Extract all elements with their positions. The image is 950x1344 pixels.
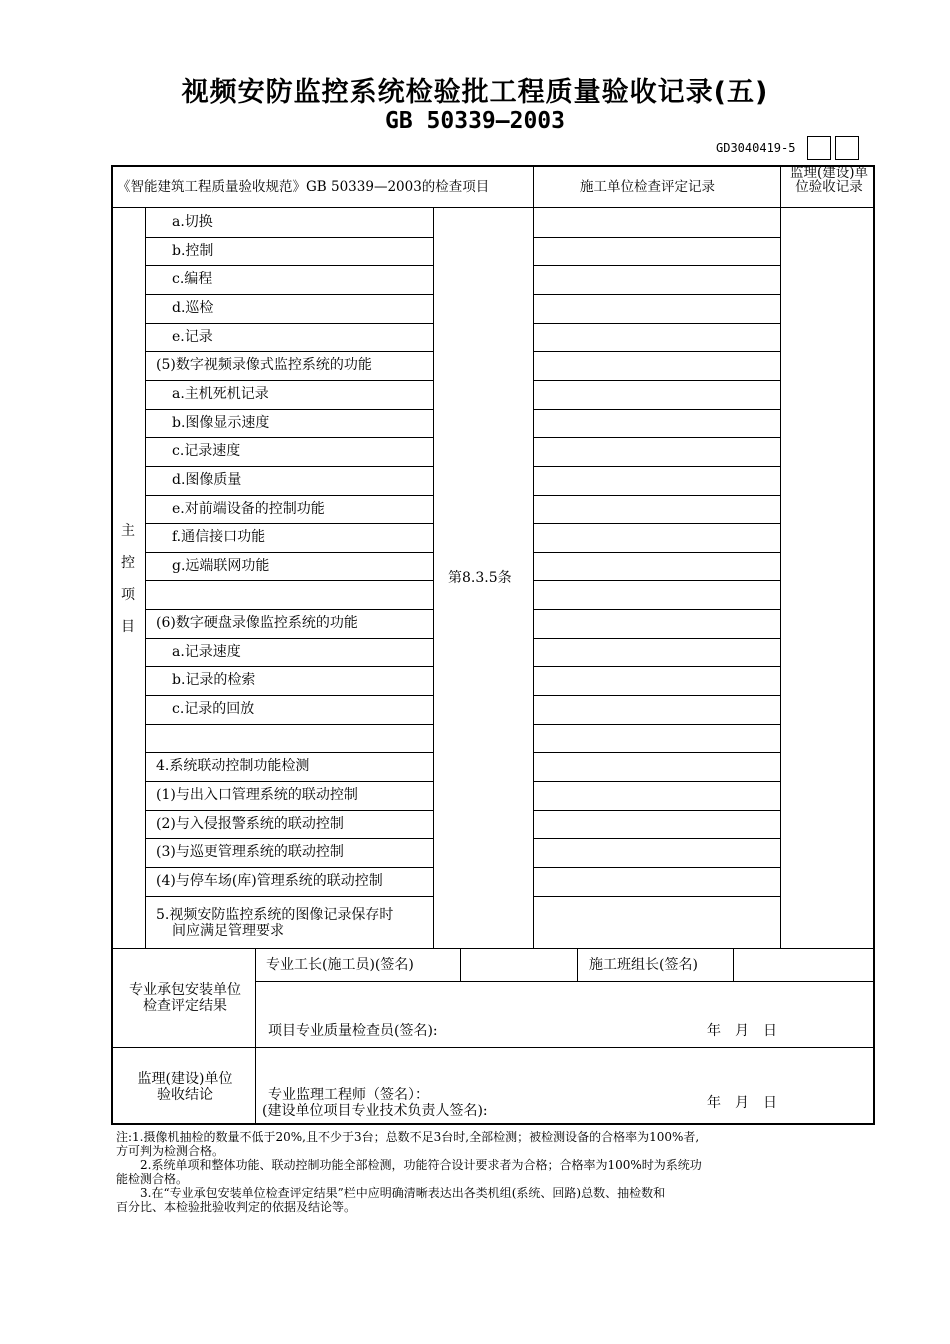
- quality-inspector-signature-label: 项目专业质量检查员(签名):: [268, 1023, 438, 1039]
- item-row-line: [145, 437, 433, 438]
- item-row-line: [145, 609, 433, 610]
- section-label-2: 控: [121, 555, 135, 571]
- contractor-section-bottom: [111, 1047, 875, 1048]
- record-cell[interactable]: [534, 352, 779, 379]
- item-row-line: [145, 351, 433, 352]
- supervisor-engineer-signature-label: 专业监理工程师（签名）：: [268, 1087, 429, 1103]
- form-code-box-1[interactable]: [807, 136, 831, 160]
- item-row-line: [145, 294, 433, 295]
- check-item: d.图像质量: [172, 472, 242, 488]
- item-row-line: [145, 896, 433, 897]
- item-row-line: [145, 580, 433, 581]
- record-row-line: [533, 896, 780, 897]
- team-leader-signature-field[interactable]: [735, 951, 873, 981]
- col-divider-supervisor: [780, 166, 781, 948]
- supervisor-date: 年 月 日: [707, 1095, 777, 1111]
- note-line-5: 3.在“专业承包安装单位检查评定结果”栏中应明确清晰表达出各类机组(系统、回路)总数、抽检数和: [116, 1186, 666, 1200]
- record-cell[interactable]: [534, 667, 779, 694]
- col-divider-clause: [433, 208, 434, 948]
- section-label-3: 项: [121, 587, 135, 603]
- record-cell[interactable]: [534, 753, 779, 780]
- record-cell[interactable]: [534, 266, 779, 293]
- item-row-line: [145, 666, 433, 667]
- record-cell[interactable]: [534, 524, 779, 551]
- record-cell[interactable]: [534, 295, 779, 322]
- record-cell[interactable]: [534, 782, 779, 809]
- record-cell[interactable]: [534, 238, 779, 265]
- supervisor-label-line1: 监理(建设)单位: [137, 1071, 233, 1087]
- item-row-line: [145, 495, 433, 496]
- item-row-line: [145, 237, 433, 238]
- item-row-line: [145, 523, 433, 524]
- standard-number: GB 50339—2003: [384, 108, 565, 134]
- item-row-line: [145, 265, 433, 266]
- check-item: (5)数字视频录像式监控系统的功能: [156, 357, 372, 373]
- item-row-line: [145, 838, 433, 839]
- record-cell[interactable]: [534, 581, 779, 608]
- check-item: c.记录速度: [172, 443, 241, 459]
- record-cell[interactable]: [534, 725, 779, 752]
- record-cell[interactable]: [534, 467, 779, 494]
- record-cell[interactable]: [534, 868, 779, 895]
- contractor-date: 年 月 日: [707, 1023, 777, 1039]
- label-col-divider: [255, 948, 256, 1125]
- check-item-last-line1: 5.视频安防监控系统的图像记录保存时: [156, 907, 394, 923]
- record-cell[interactable]: [534, 811, 779, 838]
- note-line-1: 注:1.摄像机抽检的数量不低于20%,且不少于3台；总数不足3台时,全部检测；被检测设备的合格率为100%者,: [116, 1130, 700, 1144]
- check-item: (2)与入侵报警系统的联动控制: [156, 816, 344, 832]
- check-item: d.巡检: [172, 300, 214, 316]
- item-row-line: [145, 695, 433, 696]
- check-item: c.编程: [172, 271, 213, 287]
- item-row-line: [145, 323, 433, 324]
- check-item: e.记录: [172, 329, 213, 345]
- foreman-signature-field[interactable]: [462, 951, 576, 981]
- item-row-line: [145, 724, 433, 725]
- item-row-line: [145, 466, 433, 467]
- page-title: 视频安防监控系统检验批工程质量验收记录(五): [181, 77, 769, 108]
- check-item: a.主机死机记录: [172, 386, 269, 402]
- item-row-line: [145, 781, 433, 782]
- record-cell[interactable]: [534, 496, 779, 523]
- form-code-box-2[interactable]: [835, 136, 859, 160]
- check-item: g.远端联网功能: [172, 558, 270, 574]
- item-row-line: [145, 752, 433, 753]
- check-item: a.记录速度: [172, 644, 241, 660]
- foreman-field-left: [460, 948, 461, 981]
- check-item: a.切换: [172, 214, 213, 230]
- check-item: (3)与巡更管理系统的联动控制: [156, 844, 344, 860]
- item-row-line: [145, 552, 433, 553]
- note-line-3: 2.系统单项和整体功能、联动控制功能全部检测，功能符合设计要求者为合格；合格率为100%时为系统功: [116, 1158, 702, 1172]
- check-item: b.图像显示速度: [172, 415, 270, 431]
- record-cell[interactable]: [534, 639, 779, 666]
- team-leader-left: [577, 948, 578, 981]
- foreman-row-bottom: [255, 981, 875, 982]
- item-row-line: [145, 810, 433, 811]
- record-cell[interactable]: [534, 209, 779, 236]
- header-divider: [111, 207, 875, 208]
- section-label-1: 主: [121, 523, 135, 539]
- record-cell[interactable]: [534, 696, 779, 723]
- team-leader-signature-label: 施工班组长(签名): [589, 957, 698, 973]
- clause-reference: 第8.3.5条: [448, 570, 512, 586]
- check-item: (1)与出入口管理系统的联动控制: [156, 787, 358, 803]
- check-item: c.记录的回放: [172, 701, 255, 717]
- note-line-4: 能检测合格。: [116, 1172, 189, 1186]
- header-contractor-record: 施工单位检查评定记录: [580, 179, 715, 195]
- item-row-line: [145, 867, 433, 868]
- record-cell[interactable]: [534, 324, 779, 351]
- record-cell[interactable]: [534, 839, 779, 866]
- contractor-label-line1: 专业承包安装单位: [129, 982, 241, 998]
- record-cell[interactable]: [534, 610, 779, 637]
- foreman-signature-label: 专业工长(施工员)(签名): [266, 957, 414, 973]
- form-code: GD3040419-5: [716, 141, 796, 155]
- header-supervisor-record: 监理(建设)单位验收记录: [789, 166, 869, 195]
- section-label-4: 目: [121, 619, 135, 635]
- record-cell[interactable]: [534, 410, 779, 437]
- supervisor-label-line2: 验收结论: [157, 1087, 213, 1103]
- header-check-items: 《智能建筑工程质量验收规范》GB 50339—2003的检查项目: [117, 179, 490, 195]
- contractor-label-line2: 检查评定结果: [143, 998, 227, 1014]
- check-item: (4)与停车场(库)管理系统的联动控制: [156, 873, 383, 889]
- note-line-6: 百分比、本检验批验收判定的依据及结论等。: [116, 1200, 357, 1214]
- owner-representative-signature-label: (建设单位项目专业技术负责人签名):: [262, 1103, 488, 1119]
- team-leader-field-left: [733, 948, 734, 981]
- col-divider-section: [145, 208, 146, 948]
- main-section-bottom: [111, 948, 875, 949]
- record-cell[interactable]: [534, 553, 779, 580]
- item-row-line: [145, 380, 433, 381]
- item-row-line: [145, 409, 433, 410]
- check-item: b.控制: [172, 243, 214, 259]
- note-line-2: 方可判为检测合格。: [116, 1144, 225, 1158]
- check-item: b.记录的检索: [172, 672, 256, 688]
- record-cell[interactable]: [534, 438, 779, 465]
- check-item: (6)数字硬盘录像监控系统的功能: [156, 615, 358, 631]
- item-row-line: [145, 638, 433, 639]
- check-item: f.通信接口功能: [172, 529, 266, 545]
- record-cell[interactable]: [534, 381, 779, 408]
- check-item: e.对前端设备的控制功能: [172, 501, 325, 517]
- check-item: 4.系统联动控制功能检测: [156, 758, 310, 774]
- check-item-last-line2: 间应满足管理要求: [172, 923, 284, 939]
